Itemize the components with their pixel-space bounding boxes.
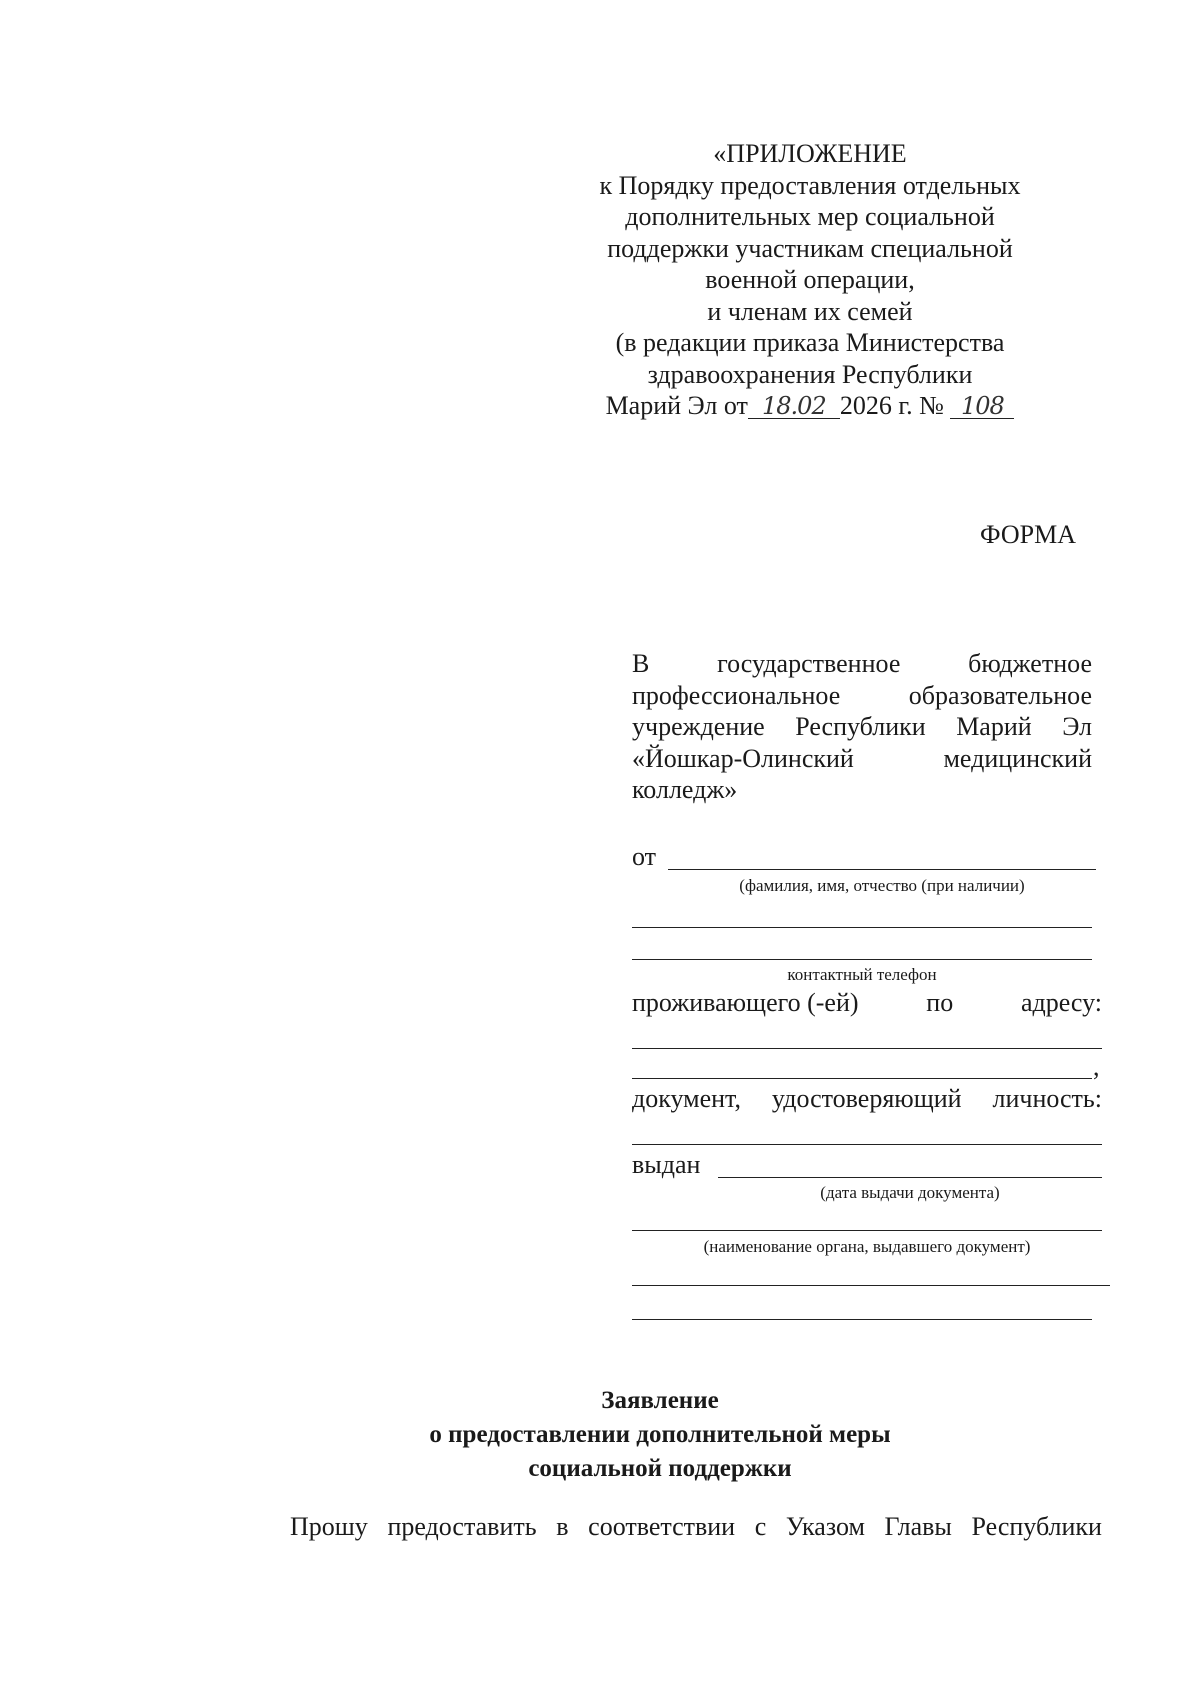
body-word: Республики — [971, 1512, 1102, 1541]
appendix-line: к Порядку предоставления отдельных — [599, 170, 1021, 200]
id-document-label-row — [632, 1084, 1102, 1114]
appendix-line: и членам их семей — [707, 296, 913, 326]
issue-date-input-line[interactable] — [718, 1177, 1102, 1178]
addressee-word: Марий — [956, 712, 1032, 741]
statement-body-line — [290, 1512, 1102, 1542]
statement-title-line: Заявление — [601, 1387, 719, 1414]
from-label: от — [632, 842, 657, 871]
body-word: Главы — [884, 1512, 952, 1541]
addressee-row — [632, 648, 1092, 680]
addressee-row — [632, 711, 1092, 743]
statement-title-line: социальной поддержки — [528, 1455, 792, 1482]
addressee-word: учреждение — [632, 712, 765, 741]
residence-word: по — [926, 988, 954, 1017]
extra-input-line[interactable] — [632, 1285, 1110, 1286]
issuer-input-line[interactable] — [632, 1230, 1102, 1231]
addressee-word: образовательное — [908, 680, 1092, 710]
addressee-word: профессиональное — [632, 680, 841, 710]
addressee-block — [632, 648, 1092, 806]
phone-input-line[interactable] — [632, 959, 1092, 960]
name-caption: (фамилия, имя, отчество (при наличии) — [739, 876, 1025, 895]
body-word: соответствии — [588, 1512, 736, 1541]
addressee-row: колледж» — [632, 775, 738, 804]
statement-title — [300, 1384, 1020, 1486]
order-number-handwritten: 108 — [961, 392, 1004, 420]
addressee-word: Эл — [1062, 712, 1092, 741]
address-input-line[interactable] — [632, 1048, 1102, 1049]
name-continuation-line[interactable] — [632, 927, 1092, 928]
appendix-line: поддержки участникам специальной — [607, 233, 1013, 263]
appendix-line: военной операции, — [705, 265, 915, 294]
body-word: Прошу — [290, 1512, 368, 1541]
id-document-word: личность: — [992, 1084, 1102, 1113]
phone-caption: контактный телефон — [787, 965, 937, 984]
body-word: с — [754, 1512, 767, 1541]
statement-title-line: о предоставлении дополнительной меры — [429, 1421, 891, 1448]
appendix-line: дополнительных мер социальной — [625, 202, 995, 231]
body-word: в — [556, 1512, 569, 1541]
body-word: Указом — [785, 1512, 865, 1541]
address-continuation-line[interactable] — [632, 1078, 1092, 1079]
issuer-caption: (наименование органа, выдавшего документ) — [703, 1237, 1031, 1256]
extra-input-line-2[interactable] — [632, 1319, 1092, 1320]
issue-date-caption: (дата выдачи документа) — [820, 1183, 1000, 1202]
addressee-word: медицинский — [943, 743, 1092, 773]
address-comma: , — [1093, 1052, 1100, 1081]
appendix-title: «ПРИЛОЖЕНИЕ — [713, 139, 907, 168]
order-reference-prefix: Марий Эл от — [605, 391, 748, 420]
order-reference-line — [560, 390, 1060, 422]
order-reference-mid: 2026 г. № — [839, 391, 944, 420]
appendix-line: здравоохранения Республики — [647, 359, 973, 389]
appendix-header — [560, 138, 1060, 422]
addressee-word: «Йошкар-Олинский — [632, 743, 854, 773]
residence-word: адресу: — [1020, 988, 1102, 1017]
addressee-row — [632, 680, 1092, 712]
order-date-handwritten: 18.02 — [762, 392, 826, 420]
residence-word: проживающего (-ей) — [632, 988, 859, 1017]
addressee-word: бюджетное — [968, 649, 1092, 678]
name-input-line[interactable] — [668, 869, 1096, 870]
appendix-line: (в редакции приказа Министерства — [615, 328, 1005, 357]
residence-label-row — [632, 988, 1102, 1018]
id-document-word: документ, — [632, 1084, 741, 1113]
addressee-word: В — [632, 649, 650, 678]
addressee-row — [632, 743, 1092, 775]
id-document-input-line[interactable] — [632, 1144, 1102, 1145]
order-number-field — [950, 394, 1014, 419]
issued-label: выдан — [632, 1150, 701, 1179]
body-word: предоставить — [387, 1512, 537, 1541]
form-label: ФОРМА — [980, 520, 1076, 549]
addressee-word: Республики — [795, 712, 926, 741]
addressee-word: государственное — [717, 649, 901, 678]
id-document-word: удостоверяющий — [771, 1084, 962, 1113]
order-date-field — [748, 394, 840, 419]
